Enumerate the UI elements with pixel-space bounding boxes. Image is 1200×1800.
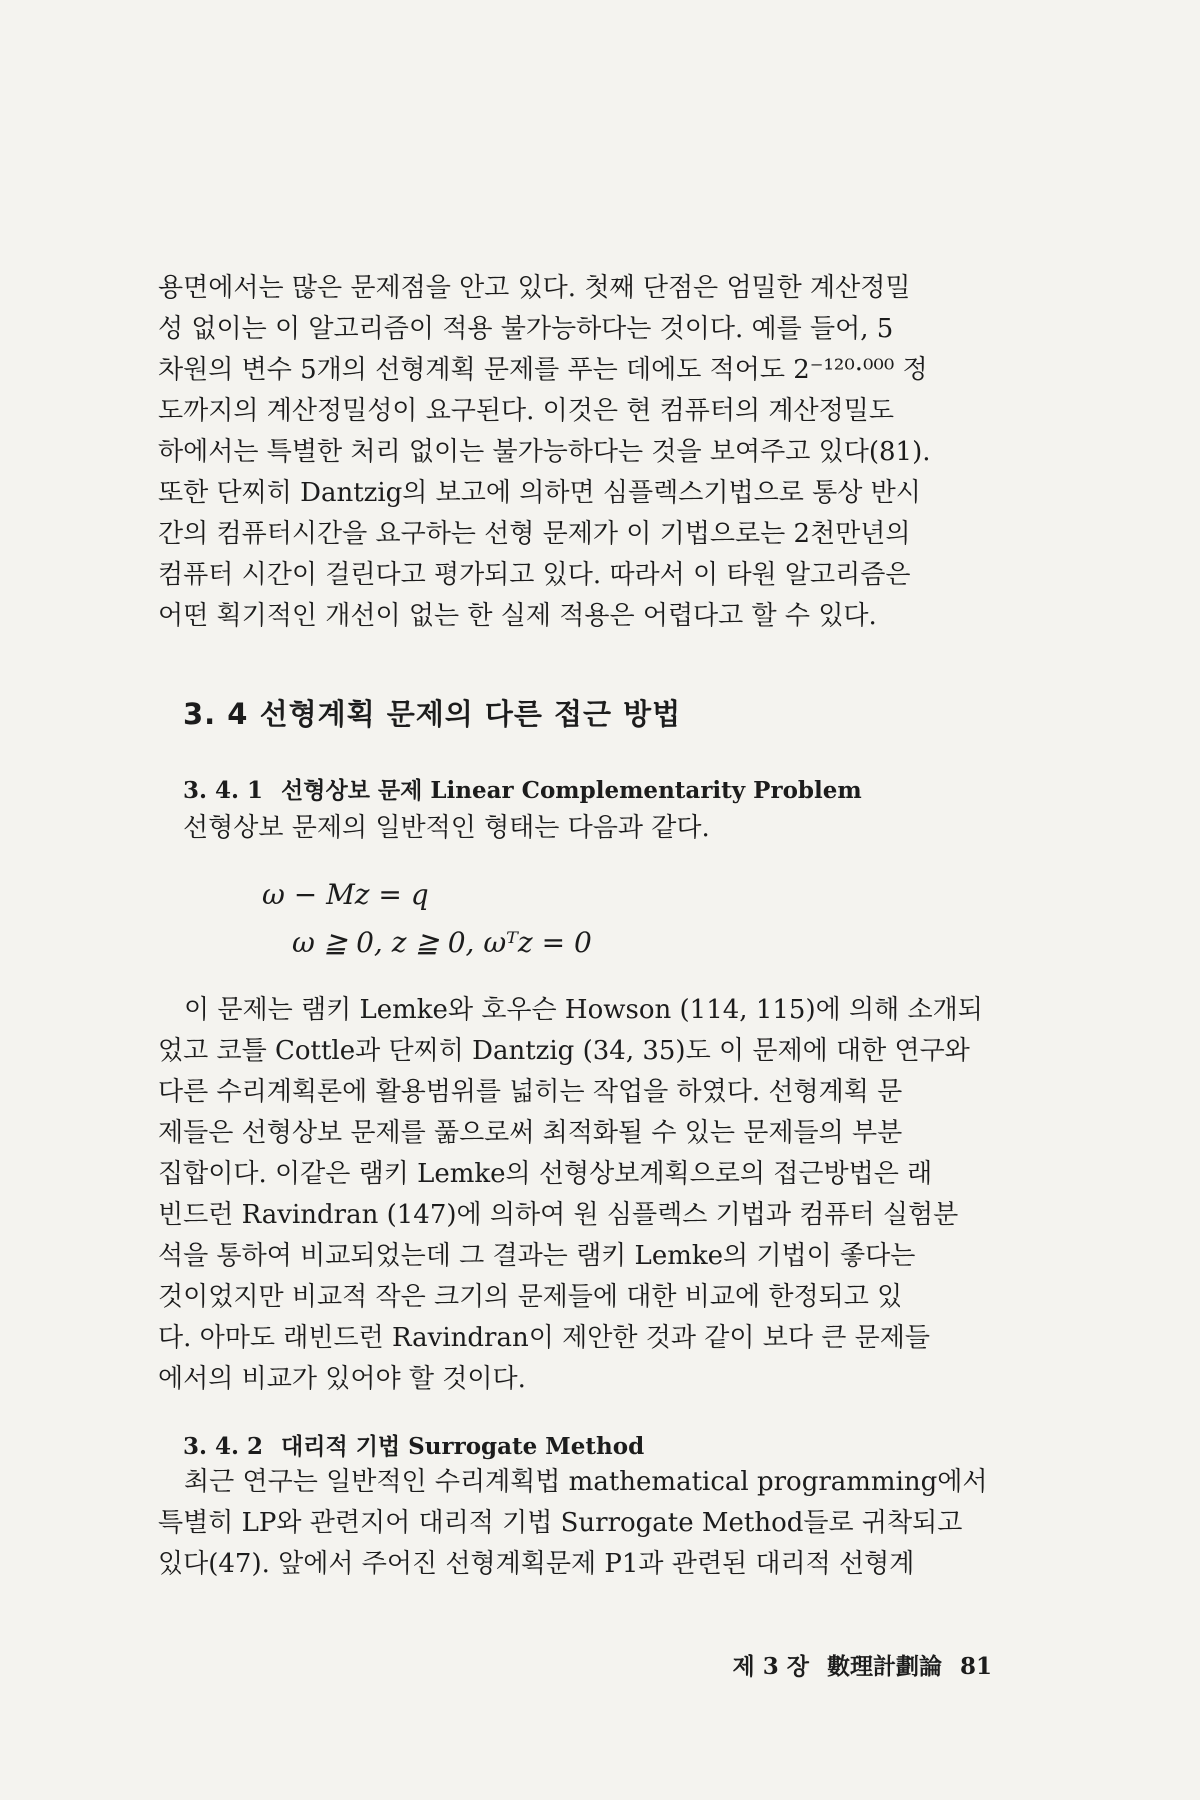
lcp-intro-text: 선형상보 문제의 일반적인 형태는 다음과 같다. <box>183 813 710 843</box>
text-line: 차원의 변수 5개의 선형계획 문제를 푸는 데에도 적어도 2⁻¹²⁰·⁰⁰⁰ 정 <box>158 355 928 385</box>
footer-title: 數理計劃論 <box>826 1653 942 1680</box>
body-column <box>158 268 998 637</box>
text-line: 었고 코틀 Cottle과 단찌히 Dantzig (34, 35)도 이 문제에 대한 연구와 <box>158 1036 970 1066</box>
text-line: 집합이다. 이같은 램키 Lemke의 선형상보계획으로의 접근방법은 래 <box>158 1159 933 1189</box>
text-line: 컴퓨터 시간이 걸린다고 평가되고 있다. 따라서 이 타원 알고리즘은 <box>158 560 911 590</box>
paragraph-ellipsoid-critique <box>158 268 998 637</box>
page-footer <box>722 1648 992 1681</box>
text-line: 용면에서는 많은 문제점을 안고 있다. 첫째 단점은 엄밀한 계산정밀 <box>158 273 911 303</box>
subsection-number: 3. 4. 1 <box>183 777 264 804</box>
text-line: 제들은 선형상보 문제를 풂으로써 최적화될 수 있는 문제들의 부분 <box>158 1118 903 1148</box>
text-line: 어떤 획기적인 개선이 없는 한 실제 적용은 어렵다고 할 수 있다. <box>158 601 877 631</box>
page-number: 81 <box>959 1653 992 1680</box>
text-line: 성 없이는 이 알고리즘이 적용 불가능하다는 것이다. 예를 들어, 5 <box>158 314 894 344</box>
subsection-heading-surrogate <box>183 1428 644 1461</box>
text-line: 이 문제는 램키 Lemke와 호우슨 Howson (114, 115)에 의해 소개되 <box>184 995 983 1025</box>
paragraph-lcp-history <box>158 990 998 1400</box>
text-line: 것이었지만 비교적 작은 크기의 문제들에 대한 비교에 한정되고 있 <box>158 1282 903 1312</box>
subsection-title: 선형상보 문제 Linear Complementarity Problem <box>281 777 862 804</box>
section-heading: 3. 4 선형계획 문제의 다른 접근 방법 <box>183 697 682 731</box>
subsection-title: 대리적 기법 Surrogate Method <box>281 1433 645 1460</box>
subsection-heading-lcp <box>183 772 862 805</box>
text-line: 특별히 LP와 관련지어 대리적 기법 Surrogate Method들로 귀착되고 <box>158 1508 963 1538</box>
text-line: 최근 연구는 일반적인 수리계획법 mathematical programming에서 <box>184 1467 988 1497</box>
footer-chapter: 제 3 장 <box>732 1653 809 1680</box>
text-line: 석을 통하여 비교되었는데 그 결과는 램키 Lemke의 기법이 좋다는 <box>158 1241 916 1271</box>
text-line: 하에서는 특별한 처리 없이는 불가능하다는 것을 보여주고 있다(81). <box>158 437 931 467</box>
text-line: 또한 단찌히 Dantzig의 보고에 의하면 심플렉스기법으로 통상 반시 <box>158 478 921 508</box>
text-line: 있다(47). 앞에서 주어진 선형계획문제 P1과 관련된 대리적 선형계 <box>158 1549 915 1579</box>
lcp-history-column <box>158 990 998 1400</box>
text-line: 다. 아마도 래빈드런 Ravindran이 제안한 것과 같이 보다 큰 문제들 <box>158 1323 930 1353</box>
text-line: 빈드런 Ravindran (147)에 의하여 원 심플렉스 기법과 컴퓨터 실험분 <box>158 1200 959 1230</box>
equation-line-2: ω ≧ 0, z ≧ 0, ωᵀz = 0 <box>292 926 592 959</box>
text-line: 간의 컴퓨터시간을 요구하는 선형 문제가 이 기법으로는 2천만년의 <box>158 519 911 549</box>
text-line: 다른 수리계획론에 활용범위를 넓히는 작업을 하였다. 선형계획 문 <box>158 1077 903 1107</box>
paragraph-surrogate <box>158 1462 998 1585</box>
text-line: 도까지의 계산정밀성이 요구된다. 이것은 현 컴퓨터의 계산정밀도 <box>158 396 894 426</box>
subsection-number: 3. 4. 2 <box>183 1433 264 1460</box>
text-line: 에서의 비교가 있어야 할 것이다. <box>158 1364 526 1394</box>
equation-line-1: ω − Mz = q <box>262 878 429 911</box>
surrogate-column <box>158 1462 998 1585</box>
